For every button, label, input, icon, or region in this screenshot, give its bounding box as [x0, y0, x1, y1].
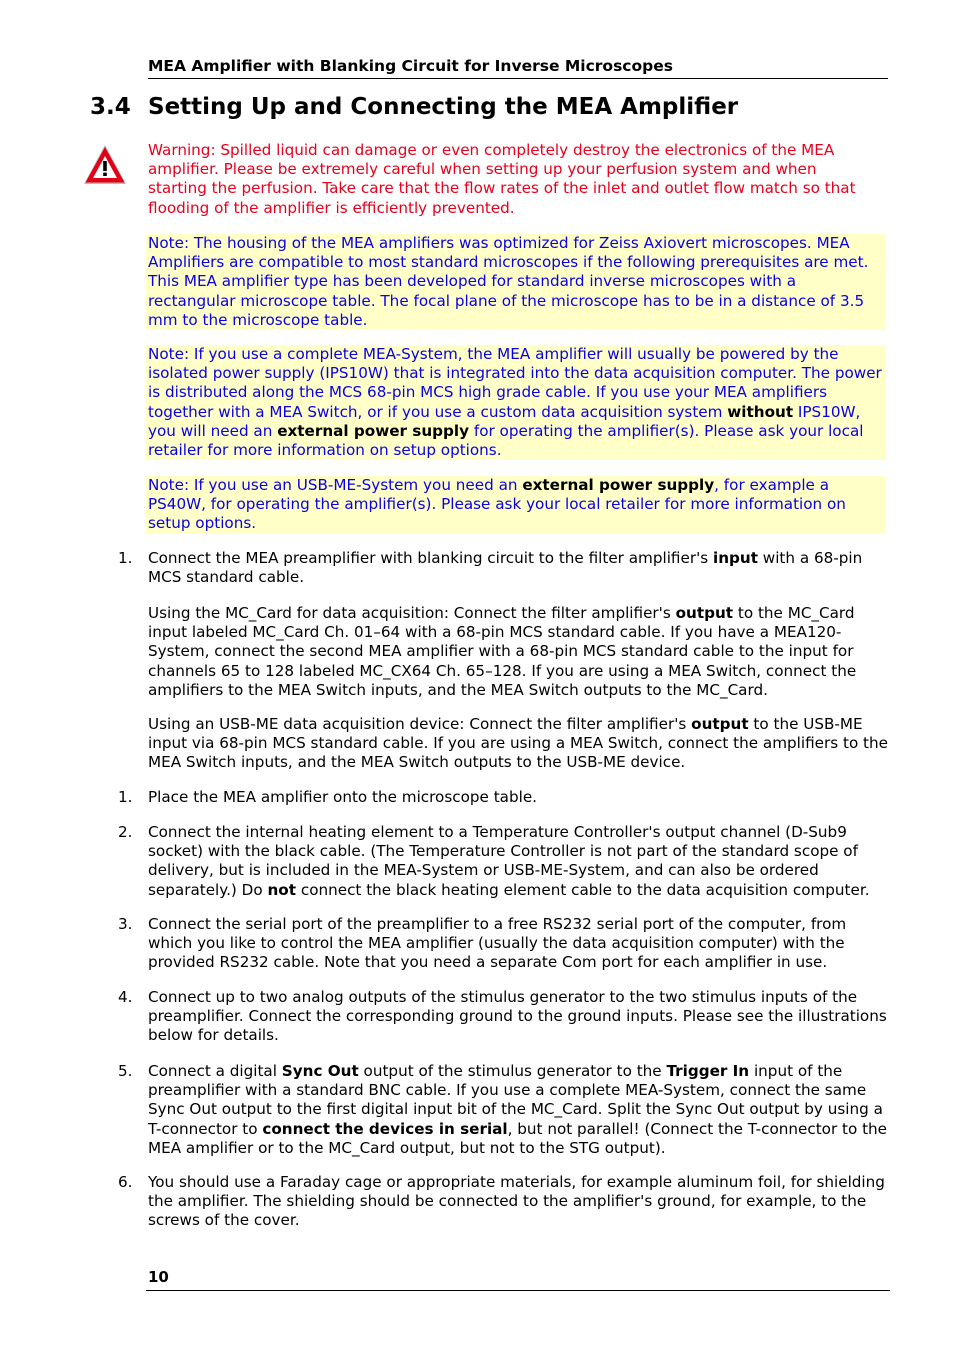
- list-number: 3.: [118, 915, 133, 933]
- list-text: [148, 988, 888, 1046]
- bold-text: output: [691, 715, 749, 733]
- text-run: Connect the MEA preamplifier with blanking circuit to the filter amplifier's: [148, 549, 713, 567]
- warning-text: Warning: Spilled liquid can damage or even completely destroy the electronics of the MEA amplifier. Please be extremely careful when setting up your perfusion system and when starting the perfusion. Take care that the flow rates of the inlet and outlet flow match so that flooding of the amplifier is efficiently prevented.: [148, 141, 856, 217]
- text-run: , but not parallel! (Connect the T-connector to the MEA amplifier or to the MC_Card output, but not to the STG output).: [148, 1119, 888, 1157]
- warning-triangle-icon: [82, 143, 128, 187]
- note-text: for operating the amplifier(s). Please ask your local retailer for more information on setup options.: [148, 421, 864, 460]
- text-run: Connect a digital: [148, 1062, 282, 1080]
- note-power-supply-mea-system: [146, 345, 886, 460]
- bold-text: connect the devices in serial: [262, 1119, 508, 1138]
- text-run: with a 68-pin MCS standard cable.: [148, 549, 863, 587]
- paragraph-usb-me: [148, 715, 888, 773]
- list-number: 1.: [118, 788, 133, 806]
- note-emphasis: external power supply: [277, 421, 470, 440]
- bold-text: Sync Out: [281, 1062, 359, 1080]
- bold-text: output: [675, 604, 734, 622]
- text-run: Place the MEA amplifier onto the microscope table.: [148, 788, 538, 806]
- note-text: , for example a PS40W, for operating the amplifier(s). Please ask your local retailer for more information on setup options.: [148, 476, 846, 533]
- list-text: [148, 1173, 888, 1231]
- note-emphasis: external power supply: [522, 476, 715, 494]
- list-item: [118, 788, 888, 807]
- list-item: [118, 549, 888, 587]
- list-text: [148, 788, 888, 807]
- paragraph-mc-card: [148, 604, 888, 700]
- section-title: Setting Up and Connecting the MEA Amplifier: [148, 94, 739, 120]
- text-run: Using an USB-ME data acquisition device: Connect the filter amplifier's: [148, 715, 692, 733]
- text-run: output of the stimulus generator to the: [358, 1062, 667, 1080]
- text-run: Connect the serial port of the preamplifier to a free RS232 serial port of the computer, from which you like to control the MEA amplifier (usually the data acquisition computer) with the provided RS232 cable. Note that you need a separate Com port for each amplifier in use.: [148, 915, 847, 972]
- text-run: Using the MC_Card for data acquisition: Connect the filter amplifier's: [148, 604, 676, 622]
- bold-text: Trigger In: [666, 1062, 750, 1080]
- note-microscope-compatibility: Note: The housing of the MEA amplifiers was optimized for Zeiss Axiovert microscopes. MEA Amplifiers are compatible to most standard microscopes if the following prerequisites are met. This MEA amplifier type has been developed for standard inverse microscopes with a rectangular microscope table. The focal plane of the microscope has to be in a distance of 3.5 mm to the microscope table.: [146, 234, 886, 330]
- text-run: You should use a Faraday cage or appropriate materials, for example aluminum foil, for shielding the amplifier. The shielding should be connected to the amplifier's ground, for example, to the screws of the cover.: [148, 1173, 885, 1230]
- list-item: [118, 915, 888, 973]
- list-number: 1.: [118, 549, 133, 567]
- section-heading: [90, 92, 890, 122]
- list-number: 2.: [118, 823, 133, 841]
- text-run: Connect up to two analog outputs of the stimulus generator to the two stimulus inputs of the preamplifier. Connect the corresponding ground to the ground inputs. Please see the illustrations below for details.: [148, 988, 887, 1045]
- text-run: input of the preamplifier with a standard BNC cable. If you use a complete MEA-System, connect the same Sync Out output to the first digital input bit of the MC_Card. Split the Sync Out output by using a T-connector to: [148, 1062, 883, 1138]
- running-header: MEA Amplifier with Blanking Circuit for Inverse Microscopes: [148, 57, 888, 79]
- list-number: 6.: [118, 1173, 133, 1191]
- list-number: 5.: [118, 1062, 133, 1080]
- list-item: [118, 823, 888, 900]
- list-text: [148, 823, 888, 900]
- bold-text: not: [267, 880, 297, 899]
- list-text: [148, 1062, 888, 1158]
- list-item: [118, 988, 888, 1046]
- text-run: connect the black heating element cable to the data acquisition computer.: [296, 880, 870, 899]
- bold-text: input: [713, 549, 758, 567]
- list-text: [148, 549, 888, 587]
- note-power-supply-usb-me: [146, 476, 886, 534]
- list-number: 4.: [118, 988, 133, 1006]
- text-run: Connect the internal heating element to a Temperature Controller's output channel (D-Sub9 socket) with the black cable. (The Temperature Controller is not part of the standard scope of delivery, but is included in the MEA-System or USB-ME-System, and can also be ordered separately.) Do: [148, 823, 858, 899]
- section-number: 3.4: [90, 94, 131, 120]
- text-run: to the MC_Card input labeled MC_Card Ch. 01–64 with a 68-pin MCS standard cable. If you have a MEA120-System, connect the second MEA amplifier with a 68-pin MCS standard cable to the input for channels 65 to 128 labeled MC_CX64 Ch. 65–128. If you are using a MEA Switch, connect the amplifiers to the MEA Switch inputs, and the MEA Switch outputs to the MC_Card.: [148, 604, 857, 699]
- note-text: Note: If you use a complete MEA-System, the MEA amplifier will usually be powered by the isolated power supply (IPS10W) that is integrated into the data acquisition computer. The power is distributed along the MCS 68-pin MCS high grade cable. If you use your MEA amplifiers together with a MEA Switch, or if you use a custom data acquisition system: [148, 345, 882, 421]
- list-item: [118, 1062, 888, 1158]
- page-number: 10: [146, 1268, 890, 1291]
- list-item: [118, 1173, 888, 1231]
- list-text: [148, 915, 888, 973]
- note-text: IPS10W, you will need an: [148, 402, 861, 440]
- note-emphasis: without: [727, 402, 794, 421]
- note-text: Note: If you use an USB-ME-System you need an: [148, 476, 523, 494]
- text-run: to the USB-ME input via 68-pin MCS standard cable. If you are using a MEA Switch, connect the amplifiers to the MEA Switch inputs, and the MEA Switch outputs to the USB-ME device.: [148, 715, 888, 772]
